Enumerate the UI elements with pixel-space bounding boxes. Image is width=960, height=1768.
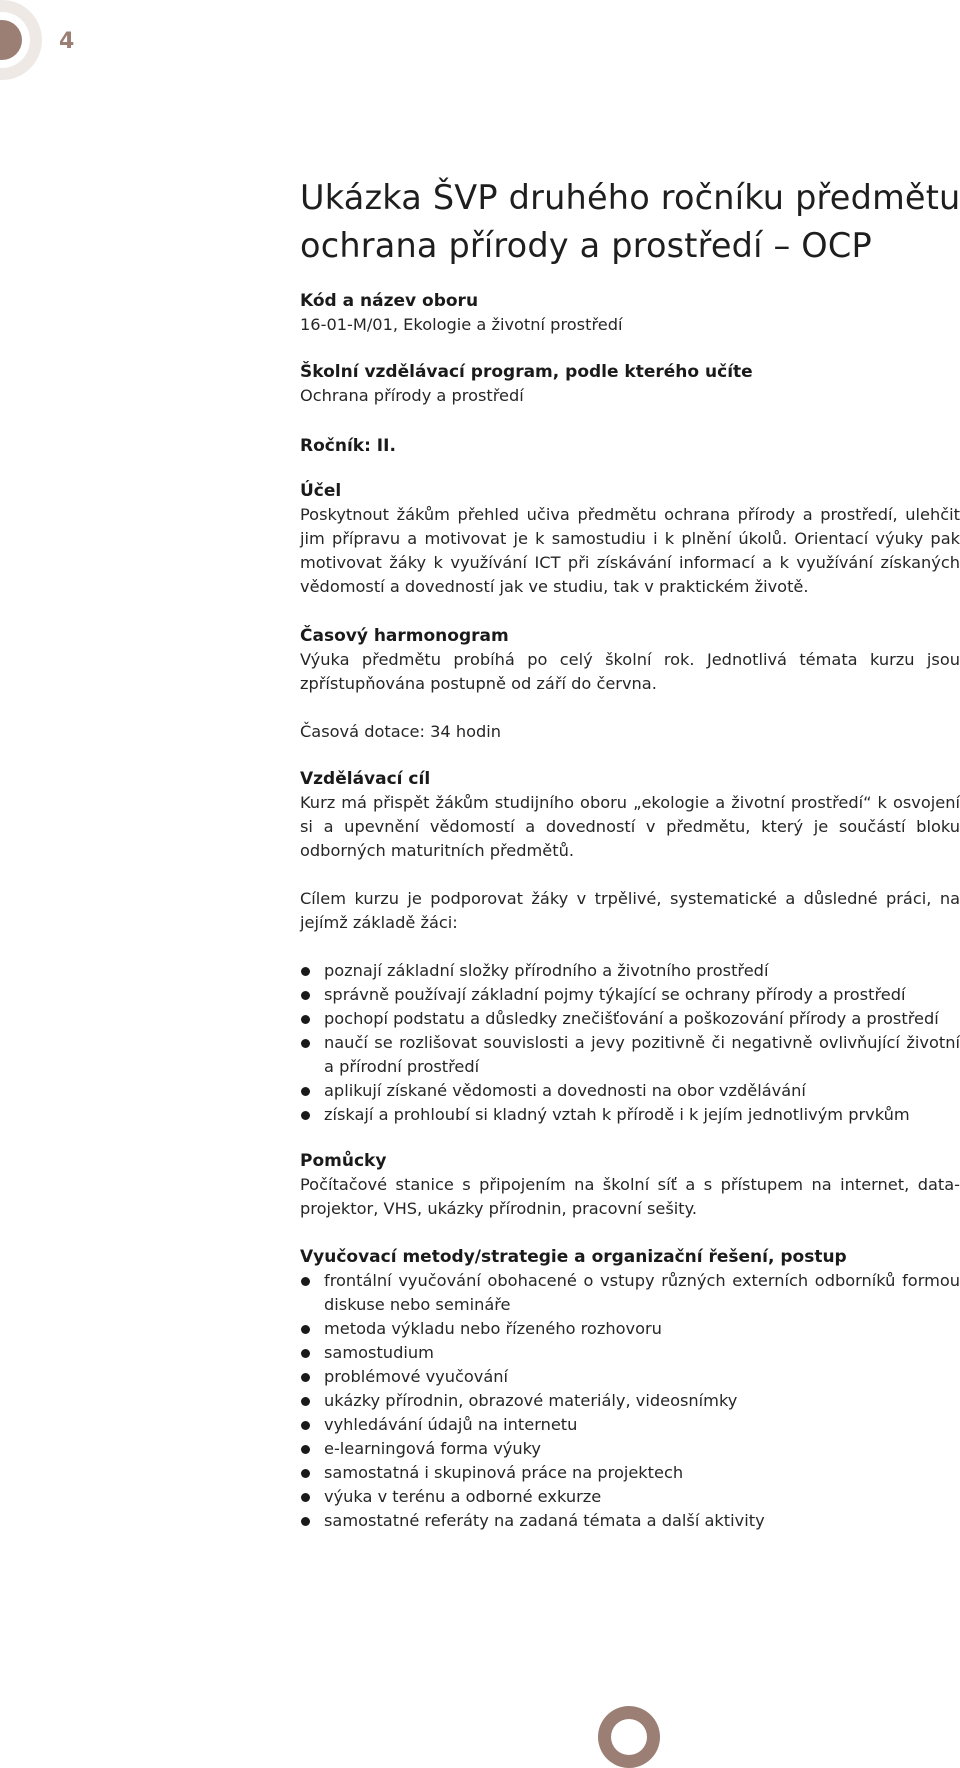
list-item-text: metoda výkladu nebo řízeného rozhovoru	[324, 1319, 662, 1338]
bullet-icon	[301, 1373, 310, 1382]
list-item	[300, 1317, 960, 1341]
list-item	[300, 1079, 960, 1103]
list-item	[300, 1365, 960, 1389]
section-heading: Ročník: II.	[300, 436, 396, 456]
list-item	[300, 1341, 960, 1365]
bullet-icon	[301, 1277, 310, 1286]
section-heading: Školní vzdělávací program, podle kterého učíte	[300, 362, 753, 382]
list-item-text: naučí se rozlišovat souvislosti a jevy pozitivně či negativně ovlivňující životní a přírodní prostředí	[324, 1033, 960, 1076]
bullet-icon	[301, 967, 310, 976]
list-item-text: výuka v terénu a odborné exkurze	[324, 1487, 602, 1506]
section-harmonogram	[300, 624, 960, 744]
section-heading: Pomůcky	[300, 1151, 387, 1171]
bullet-icon	[301, 1397, 310, 1406]
section-text: Počítačové stanice s připojením na školní síť a s přístupem na internet, data-projektor, VHS, ukázky přírodnin, pracovní sešity.	[300, 1175, 960, 1218]
bullet-icon	[301, 1517, 310, 1526]
list-item-text: aplikují získané vědomosti a dovednosti na obor vzdělávání	[324, 1081, 806, 1100]
bullet-icon	[301, 1111, 310, 1120]
bullet-icon	[301, 1015, 310, 1024]
list-item-text: správně používají základní pojmy týkající se ochrany přírody a prostředí	[324, 985, 906, 1004]
bullet-icon	[301, 1469, 310, 1478]
page-number: 4	[59, 29, 75, 54]
bullet-list	[300, 959, 960, 1127]
list-item	[300, 1437, 960, 1461]
list-item-text: samostatná i skupinová práce na projektech	[324, 1463, 684, 1482]
list-item-text: samostatné referáty na zadaná témata a další aktivity	[324, 1511, 765, 1530]
list-item-text: problémové vyučování	[324, 1367, 509, 1386]
section-text: Cílem kurzu je podporovat žáky v trpělivé, systematické a důsledné práci, na jejímž základě žáci:	[300, 889, 960, 932]
section-text: Výuka předmětu probíhá po celý školní rok. Jednotlivá témata kurzu jsou zpřístupňována postupně od září do června.	[300, 650, 960, 693]
section-heading: Vzdělávací cíl	[300, 769, 431, 789]
section-obor	[300, 289, 960, 337]
list-item	[300, 1007, 960, 1031]
list-item	[300, 1485, 960, 1509]
section-heading: Časový harmonogram	[300, 626, 509, 646]
list-item	[300, 1389, 960, 1413]
bullet-icon	[301, 1493, 310, 1502]
bullet-icon	[301, 991, 310, 1000]
list-item	[300, 1509, 960, 1533]
list-item-text: vyhledávání údajů na internetu	[324, 1415, 578, 1434]
section-metody	[300, 1245, 960, 1533]
list-item	[300, 1269, 960, 1317]
list-item-text: poznají základní složky přírodního a životního prostředí	[324, 961, 769, 980]
section-ucel	[300, 479, 960, 599]
section-pomucky	[300, 1149, 960, 1221]
bottom-circle-decoration	[598, 1706, 660, 1768]
bullet-icon	[301, 1325, 310, 1334]
list-item-text: samostudium	[324, 1343, 434, 1362]
section-text: Poskytnout žákům přehled učiva předmětu ochrana přírody a prostředí, ulehčit jim přípravu a motivovat je k samostudiu i k plnění úkolů. Orientací výuky pak motivovat žáky k využívání ICT při získávání informací a k využívání získaných vědomostí a dovedností jak ve studiu, tak v praktickém životě.	[300, 505, 960, 596]
bullet-icon	[301, 1087, 310, 1096]
bullet-icon	[301, 1445, 310, 1454]
list-item-text: ukázky přírodnin, obrazové materiály, videosnímky	[324, 1391, 738, 1410]
corner-circle-decoration	[0, 0, 42, 80]
list-item-text: frontální vyučování obohacené o vstupy různých externích odborníků formou diskuse nebo semináře	[324, 1271, 960, 1314]
section-text: 16-01-M/01, Ekologie a životní prostředí	[300, 315, 623, 334]
section-heading: Účel	[300, 481, 342, 501]
section-text: Ochrana přírody a prostředí	[300, 386, 524, 405]
section-svp	[300, 360, 960, 408]
bullet-icon	[301, 1349, 310, 1358]
section-heading: Kód a název oboru	[300, 291, 479, 311]
section-rocnik	[300, 434, 960, 458]
list-item	[300, 983, 960, 1007]
list-item	[300, 1031, 960, 1079]
page-title: Ukázka ŠVP druhého ročníku předmětu ochrana přírody a prostředí – OCP	[300, 178, 960, 265]
bullet-icon	[301, 1039, 310, 1048]
section-cil	[300, 767, 960, 1127]
list-item	[300, 1413, 960, 1437]
section-heading: Vyučovací metody/strategie a organizační řešení, postup	[300, 1247, 847, 1267]
bullet-list	[300, 1269, 960, 1533]
section-note: Časová dotace: 34 hodin	[300, 722, 502, 741]
list-item	[300, 1461, 960, 1485]
section-text: Kurz má přispět žákům studijního oboru „ekologie a životní prostředí“ k osvojení si a upevnění vědomostí a dovedností v předmětu, který je součástí bloku odborných maturitních předmětů.	[300, 793, 960, 860]
list-item-text: e-learningová forma výuky	[324, 1439, 541, 1458]
list-item	[300, 959, 960, 983]
list-item-text: pochopí podstatu a důsledky znečišťování a poškozování přírody a prostředí	[324, 1009, 939, 1028]
bullet-icon	[301, 1421, 310, 1430]
list-item-text: získají a prohloubí si kladný vztah k přírodě i k jejím jednotlivým prvkům	[324, 1105, 910, 1124]
list-item	[300, 1103, 960, 1127]
